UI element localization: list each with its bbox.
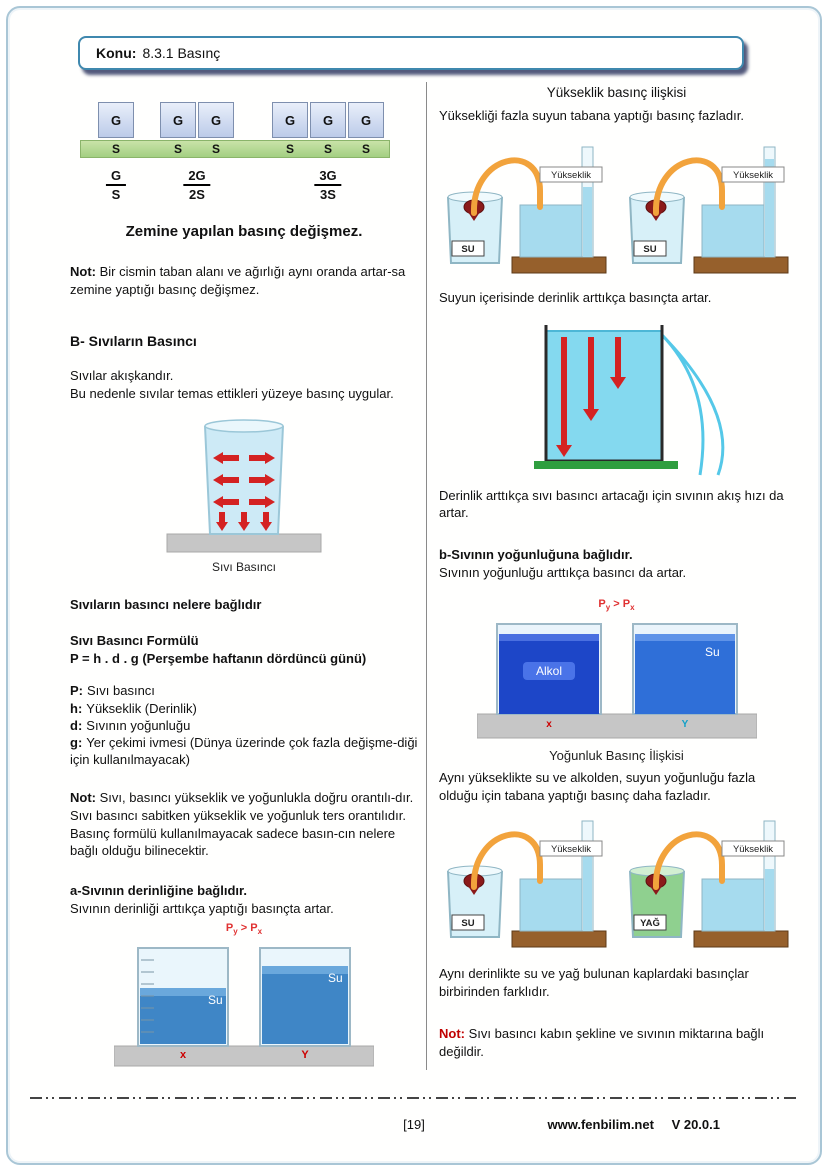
- water-label: Su: [208, 993, 223, 1008]
- weight-block: [98, 102, 134, 138]
- manometer-unit-su-low: [442, 141, 610, 281]
- water-label: Su: [704, 645, 720, 660]
- point-x-label: x: [179, 1049, 187, 1062]
- riser-water: [765, 869, 774, 931]
- vessel-water: [520, 205, 582, 257]
- height-label: Yükseklik: [550, 169, 591, 181]
- note-label: Not:: [70, 789, 96, 805]
- fraction-denominator: 2S: [189, 187, 205, 202]
- vessel-water: [702, 879, 764, 931]
- surface-label: S: [111, 142, 120, 156]
- weight-block: [348, 102, 384, 138]
- water: [635, 634, 735, 714]
- section-b-title: B- Sıvıların Basıncı: [70, 332, 197, 349]
- density-beakers-figure: [477, 614, 757, 744]
- note-label: Not:: [439, 1026, 465, 1042]
- water-jet: [662, 335, 723, 475]
- density-subsection-title: b-Sıvının yoğunluğuna bağlıdır.: [439, 547, 633, 563]
- fraction-3g-3s: [314, 168, 341, 202]
- note-1: [70, 263, 418, 299]
- topic-banner: [78, 36, 744, 70]
- block-label: G: [284, 112, 296, 128]
- beaker-rim: [205, 420, 283, 432]
- density-beakers-figure-wrap: [439, 614, 794, 744]
- version-number: V 20.0.1: [671, 1117, 720, 1132]
- surface-label: S: [173, 142, 182, 156]
- surface-label: S: [323, 142, 332, 156]
- block-label: G: [210, 112, 222, 128]
- surface-label: S: [285, 142, 294, 156]
- height-manometer-figure: [439, 141, 794, 281]
- page-footer: [8, 1117, 820, 1135]
- worksheet-page: [6, 6, 822, 1165]
- liquid-label: YAĞ: [639, 918, 660, 930]
- liquid-label: SU: [460, 243, 475, 255]
- topic-label: Konu:: [96, 45, 137, 61]
- fraction-numerator: 2G: [183, 168, 210, 186]
- weight-block: [272, 102, 308, 138]
- intro-line-1: Sıvılar akışkandır.: [70, 367, 174, 383]
- point-y-label: Y: [681, 719, 688, 731]
- website-credit: [548, 1117, 720, 1132]
- flow-speed-text: Derinlik arttıkça sıvı basıncı artacağı için sıvının akış hızı da artar.: [439, 487, 784, 521]
- weight-block: [198, 102, 234, 138]
- website-url: www.fenbilim.net: [547, 1117, 654, 1132]
- block-label: G: [322, 112, 334, 128]
- density-subsection-text: Sıvının yoğunluğu arttıkça basıncı da artar.: [439, 565, 687, 581]
- oil-water-manometer-figure: [439, 815, 794, 955]
- wood-base: [694, 257, 788, 273]
- fraction-denominator: S: [111, 187, 121, 202]
- question-title: Sıvıların basıncı nelere bağlıdır: [70, 597, 262, 613]
- vessel-water: [520, 879, 582, 931]
- height-relation-title: Yükseklik basınç ilişkisi: [546, 85, 687, 100]
- height-label: Yükseklik: [550, 844, 591, 856]
- fraction-numerator: 3G: [314, 168, 341, 186]
- liquid-pressure-figure: [159, 410, 329, 558]
- topic-title: 8.3.1 Basınç: [142, 45, 221, 61]
- wood-base: [512, 931, 606, 947]
- liquid-pressure-caption: Sıvı Basıncı: [211, 560, 277, 575]
- manometer-unit-su: [442, 815, 610, 955]
- block-label: G: [172, 112, 184, 128]
- depth-subsection-text: Sıvının derinliği arttıkça yaptığı basınçta artar.: [70, 901, 334, 917]
- alcohol-label: Alkol: [535, 664, 562, 679]
- point-y-label: Y: [301, 1049, 309, 1062]
- right-column: [439, 82, 794, 1070]
- tank-base: [534, 461, 678, 469]
- note-text: Sıvı, basıncı yükseklik ve yoğunlukla doğru orantılı-dır. Sıvı basıncı sabitken yükseklik ve yoğunluk ters orantılıdır. Basınç formülü kullanılmayacak sadece basın-cın nelere bağlı olduğu bilinecektir.: [70, 789, 414, 859]
- liquid-label: SU: [460, 918, 475, 930]
- depth-pressure-text: Suyun içerisinde derinlik arttıkça basınçta artar.: [439, 289, 712, 305]
- liquid-pressure-figure-wrap: [70, 410, 418, 558]
- column-divider: [426, 82, 427, 1070]
- tank-flow-figure: [502, 319, 732, 479]
- definition-g: g: Yer çekimi ivmesi (Dünya üzerinde çok fazla değişme-diği için kullanılmayacak): [70, 735, 418, 768]
- left-column: [70, 82, 418, 1070]
- definition-d: d: Sıvının yoğunluğu: [70, 717, 191, 733]
- content-columns: [8, 82, 820, 1070]
- depth-beakers-figure: [114, 938, 374, 1070]
- wood-base: [694, 931, 788, 947]
- pressure-comparison: $P_y > P_x$: [598, 598, 635, 613]
- depth-subsection-title: a-Sıvının derinliğine bağlıdır.: [70, 883, 247, 899]
- fraction-numerator: G: [106, 168, 126, 186]
- footer-divider: [30, 1097, 798, 1099]
- block-label: G: [110, 112, 122, 128]
- wood-base: [512, 257, 606, 273]
- note-text: Sıvı basıncı kabın şekline ve sıvının miktarına bağlı değildir.: [439, 1026, 765, 1060]
- point-x-label: x: [545, 719, 552, 731]
- weight-block: [310, 102, 346, 138]
- page-number: [19]: [403, 1117, 425, 1132]
- platform: [477, 714, 757, 738]
- water-label: Su: [328, 971, 343, 986]
- fraction-2g-2s: [183, 168, 210, 202]
- weight-block: [160, 102, 196, 138]
- definitions-list: [70, 682, 418, 768]
- note-text: Bir cismin taban alanı ve ağırlığı aynı oranda artar-sa zemine yaptığı basınç değişmez.: [70, 263, 406, 297]
- platform: [114, 1046, 374, 1066]
- density-explain-text: Aynı yükseklikte su ve alkolden, suyun yoğunluğu fazla olduğu için tabana yaptığı basınç daha fazladır.: [439, 770, 756, 804]
- formula-title: Sıvı Basıncı Formülü: [70, 633, 199, 649]
- block-label: G: [360, 112, 372, 128]
- manometer-unit-yag: [624, 815, 792, 955]
- depth-beakers-figure-wrap: [70, 938, 418, 1070]
- definition-p: P: Sıvı basıncı: [70, 683, 155, 699]
- riser-water: [583, 851, 592, 931]
- oil-water-text: Aynı derinlikte su ve yağ bulunan kaplardaki basınçlar birbirinden farklıdır.: [439, 966, 749, 1000]
- height-relation-text: Yüksekliği fazla suyun tabana yaptığı basınç fazladır.: [439, 107, 744, 123]
- note-shape: [439, 1025, 794, 1061]
- note-2: [70, 789, 418, 861]
- height-label: Yükseklik: [732, 169, 773, 181]
- tank-flow-figure-wrap: [439, 319, 794, 479]
- height-label: Yükseklik: [732, 844, 773, 856]
- blocks-caption: Zemine yapılan basınç değişmez.: [125, 223, 363, 240]
- surface-label: S: [361, 142, 370, 156]
- liquid-label: SU: [642, 243, 657, 255]
- riser-water: [583, 187, 592, 257]
- fraction-denominator: 3S: [320, 187, 336, 202]
- note-label: Not:: [70, 263, 96, 279]
- manometer-unit-su-high: [624, 141, 792, 281]
- intro-line-2: Bu nedenle sıvılar temas ettikleri yüzeye basınç uygular.: [70, 385, 394, 401]
- blocks-pressure-diagram: [80, 100, 390, 210]
- formula: P = h . d . g (Perşembe haftanın dördüncü günü): [70, 651, 367, 667]
- surface-label: S: [211, 142, 220, 156]
- platform: [167, 534, 321, 552]
- density-figure-caption: Yoğunluk Basınç İlişkisi: [549, 748, 684, 764]
- fraction-g-s: [106, 168, 126, 202]
- vessel-water: [702, 205, 764, 257]
- definition-h: h: Yükseklik (Derinlik): [70, 700, 197, 716]
- pressure-comparison: $P_y > P_x$: [225, 922, 263, 937]
